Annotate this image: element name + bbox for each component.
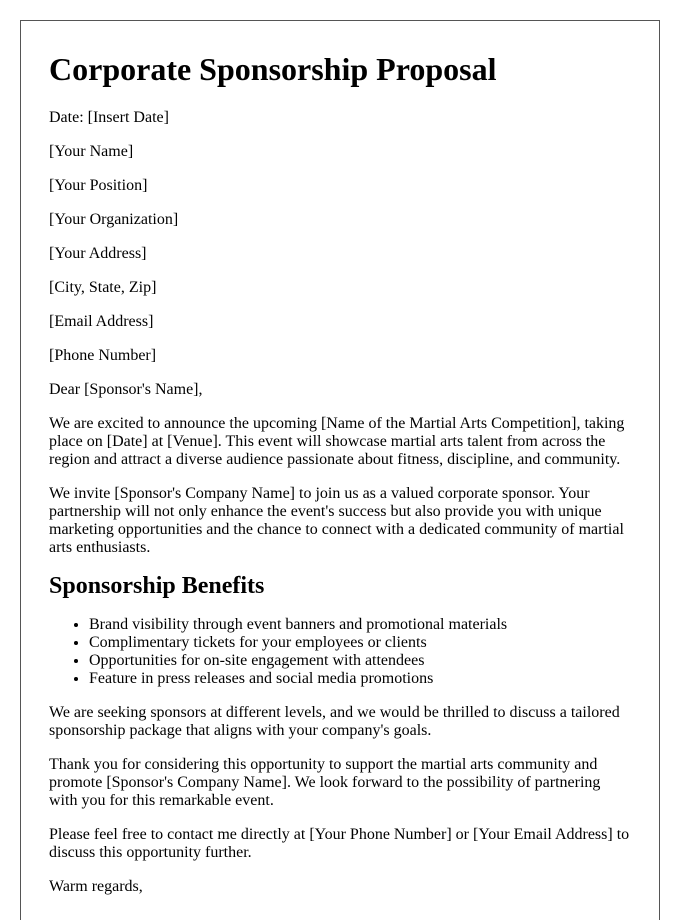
sender-organization: [Your Organization] [49, 211, 179, 228]
list-item: • Feature in press releases and social media promotions [89, 670, 631, 688]
list-item: • Complimentary tickets for your employees or clients [89, 634, 631, 652]
levels-paragraph: We are seeking sponsors at different levels, and we would be thrilled to discuss a tailored sponsorship package that aligns with your company's goals. [49, 704, 620, 739]
sender-name: [Your Name] [49, 143, 134, 160]
sign-off: Warm regards, [49, 878, 143, 895]
sender-email: [Email Address] [49, 313, 154, 330]
invitation-paragraph: We invite [Sponsor's Company Name] to join us as a valued corporate sponsor. Your partnership will not only enhance the event's success but also provide you with unique marketing opportunities and the chance to connect with a dedicated community of martial arts enthusiasts. [49, 485, 624, 556]
date-line: Date: [Insert Date] [49, 109, 169, 126]
sender-phone: [Phone Number] [49, 347, 157, 364]
benefits-list [49, 616, 631, 688]
thanks-paragraph: Thank you for considering this opportunity to support the martial arts community and promote [Sponsor's Company Name]. We look forward to the possibility of partnering with you for this remarkable event. [49, 756, 601, 809]
sender-city-state-zip: [City, State, Zip] [49, 279, 157, 296]
contact-paragraph: Please feel free to contact me directly at [Your Phone Number] or [Your Email Address] to discuss this opportunity further. [49, 826, 630, 861]
salutation: Dear [Sponsor's Name], [49, 381, 203, 398]
list-item: • Opportunities for on-site engagement with attendees [89, 652, 631, 670]
intro-paragraph: We are excited to announce the upcoming [Name of the Martial Arts Competition], taking place on [Date] at [Venue]. This event will showcase martial arts talent from across the region and attract a diverse audience passionate about fitness, discipline, and community. [49, 415, 625, 468]
sender-address: [Your Address] [49, 245, 147, 262]
page-title: Corporate Sponsorship Proposal [49, 51, 497, 87]
benefits-heading: Sponsorship Benefits [49, 573, 265, 599]
letter-page [20, 20, 660, 920]
sender-position: [Your Position] [49, 177, 148, 194]
list-item: • Brand visibility through event banners and promotional materials [89, 616, 631, 634]
sender-block [49, 109, 631, 365]
